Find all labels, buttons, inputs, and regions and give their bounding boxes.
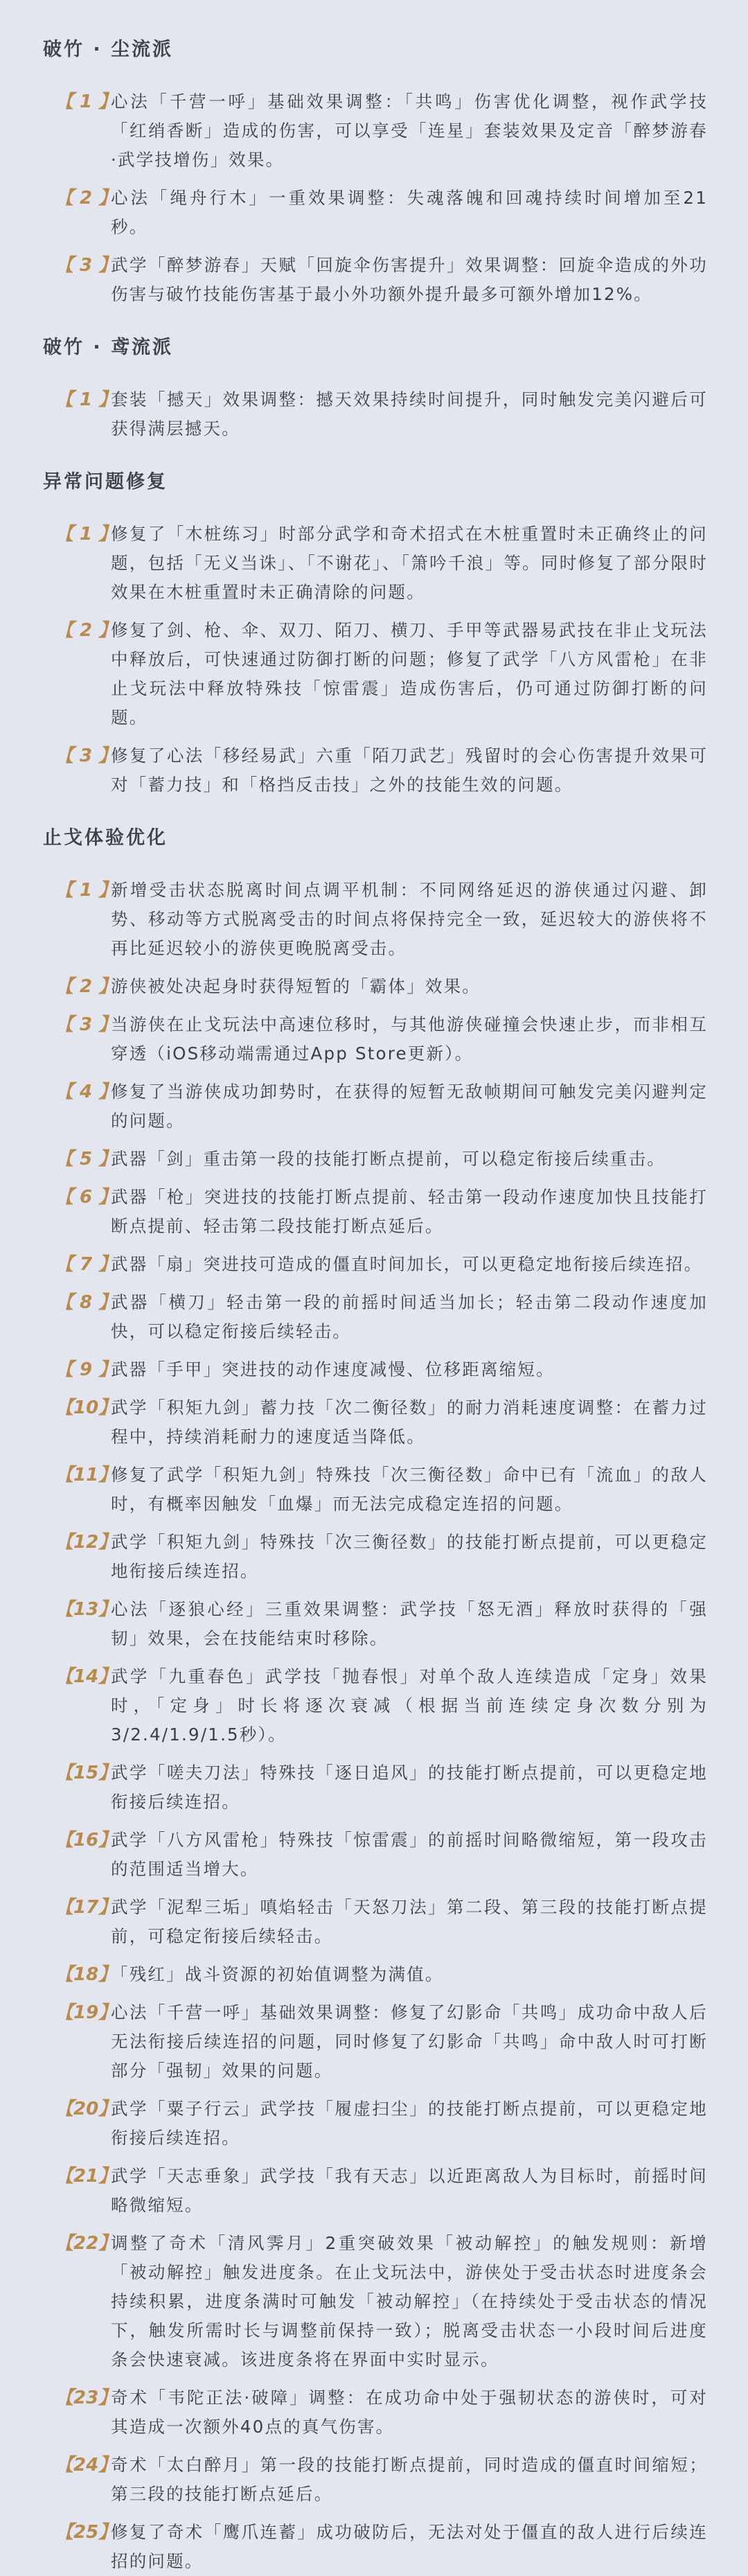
list-item (55, 2229, 708, 2374)
item-text: 心法「千营一呼」基础效果调整：「共鸣」伤害优化调整，视作武学技「红绡香断」造成的伤害，可以享受「连星」套装效果及定音「醉梦游春·武学技增伤」效果。 (111, 91, 708, 170)
list-item (55, 385, 708, 443)
item-text: 修复了武学「积矩九剑」特殊技「次三衡径数」命中已有「流血」的敌人时，有概率因触发「血爆」而无法完成稳定连招的问题。 (111, 1465, 708, 1514)
item-number: 【19】 (55, 2002, 117, 2023)
section (43, 468, 708, 800)
item-text: 修复了心法「移经易武」六重「陌刀武艺」残留时的会心伤害提升效果可对「蓄力技」和「格挡反击技」之外的技能生效的问题。 (111, 746, 708, 795)
list-item (55, 741, 708, 800)
item-text: 武器「扇」突进技可造成的僵直时间加长，可以更稳定地衔接后续连招。 (111, 1254, 703, 1274)
item-list (55, 876, 708, 2576)
item-text: 调整了奇术「清风霁月」2重突破效果「被动解控」的触发规则：新增「被动解控」触发进度条。在止戈玩法中，游侠处于受击状态时进度条会持续积累，进度条满时可触发「被动解控」（在持续处于受击状态的情况下，触发所需时长与调整前保持一致）；脱离受击状态一小段时间后进度条会快速衰减。该进度条将在界面中实时显示。 (111, 2233, 708, 2370)
list-item (55, 1662, 708, 1749)
list-item (55, 2383, 708, 2442)
item-number: 【 3 】 (55, 1014, 117, 1035)
list-item (55, 1826, 708, 1884)
item-number: 【 1 】 (55, 880, 117, 901)
item-number: 【10】 (55, 1397, 117, 1418)
list-item (55, 1960, 708, 1989)
item-text: 心法「逐狼心经」三重效果调整：武学技「怒无酒」释放时获得的「强韧」效果，会在技能结束时移除。 (111, 1599, 708, 1648)
list-item (55, 184, 708, 242)
item-text: 「残红」战斗资源的初始值调整为满值。 (111, 1964, 444, 1984)
list-item (55, 2162, 708, 2220)
item-text: 修复了「木桩练习」时部分武学和奇术招式在木桩重置时未正确终止的问题，包括「无义当诛」、「不谢花」、「箫吟千浪」等。同时修复了部分限时效果在木桩重置时未正确清除的问题。 (111, 524, 708, 602)
item-text: 武学「天志垂象」武学技「我有天志」以近距离敌人为目标时，前摇时间略微缩短。 (111, 2166, 708, 2215)
item-number: 【15】 (55, 1763, 117, 1783)
item-text: 武学「泥犁三垢」嗔焰轻击「天怒刀法」第二段、第三段的技能打断点提前，可稳定衔接后续轻击。 (111, 1897, 708, 1946)
list-item (55, 1393, 708, 1452)
item-list (55, 385, 708, 443)
item-number: 【21】 (55, 2166, 117, 2187)
list-item (55, 1355, 708, 1384)
item-text: 心法「千营一呼」基础效果调整：修复了幻影命「共鸣」成功命中敌人后无法衔接后续连招的问题，同时修复了幻影命「共鸣」命中敌人时可打断部分「强韧」效果的问题。 (111, 2002, 708, 2081)
item-text: 武器「手甲」突进技的动作速度减慢、位移距离缩短。 (111, 1359, 555, 1379)
item-text: 武器「剑」重击第一段的技能打断点提前，可以稳定衔接后续重击。 (111, 1149, 666, 1169)
item-text: 武学「积矩九剑」蓄力技「次二衡径数」的耐力消耗速度调整：在蓄力过程中，持续消耗耐力的速度适当降低。 (111, 1397, 708, 1447)
list-item (55, 1758, 708, 1817)
item-number: 【 4 】 (55, 1082, 117, 1102)
item-text: 武学「醉梦游春」天赋「回旋伞伤害提升」效果调整：回旋伞造成的外功伤害与破竹技能伤害基于最小外功额外提升最多可额外增加12%。 (111, 255, 708, 304)
list-item (55, 1145, 708, 1174)
list-item (55, 972, 708, 1001)
list-item (55, 1288, 708, 1346)
list-item (55, 1595, 708, 1653)
section-title: 异常问题修复 (43, 471, 168, 493)
item-list (55, 87, 708, 309)
list-item (55, 251, 708, 309)
item-number: 【 1 】 (55, 91, 117, 112)
item-number: 【13】 (55, 1599, 117, 1620)
item-number: 【 9 】 (55, 1359, 117, 1380)
item-text: 武学「粟子行云」武学技「履虚扫尘」的技能打断点提前，可以更稳定地衔接后续连招。 (111, 2099, 708, 2148)
item-text: 心法「绳舟行木」一重效果调整：失魂落魄和回魂持续时间增加至21秒。 (111, 188, 708, 237)
list-item (55, 2451, 708, 2509)
item-number: 【14】 (55, 1666, 117, 1687)
item-number: 【 6 】 (55, 1187, 117, 1208)
section (43, 36, 708, 309)
item-text: 武学「积矩九剑」特殊技「次三衡径数」的技能打断点提前，可以更稳定地衔接后续连招。 (111, 1532, 708, 1581)
list-item (55, 876, 708, 963)
item-number: 【18】 (55, 1964, 117, 1985)
item-number: 【23】 (55, 2388, 117, 2408)
item-text: 武学「嗟夫刀法」特殊技「逐日追风」的技能打断点提前，可以更稳定地衔接后续连招。 (111, 1763, 708, 1812)
item-number: 【12】 (55, 1532, 117, 1553)
list-item (55, 2518, 708, 2576)
item-text: 套装「撼天」效果调整：撼天效果持续时间提升，同时触发完美闪避后可获得满层撼天。 (111, 389, 708, 439)
item-text: 武学「九重春色」武学技「抛春恨」对单个敌人连续造成「定身」效果时，「定身」时长将逐次衰减（根据当前连续定身次数分别为3/2.4/1.9/1.5秒）。 (111, 1666, 708, 1745)
item-number: 【 3 】 (55, 255, 117, 276)
list-item (55, 1183, 708, 1241)
item-number: 【 1 】 (55, 524, 117, 545)
item-number: 【 3 】 (55, 746, 117, 766)
item-number: 【 1 】 (55, 389, 117, 410)
item-number: 【 2 】 (55, 976, 117, 997)
item-text: 奇术「韦陀正法·破障」调整：在成功命中处于强韧状态的游侠时，可对其造成一次额外40点的真气伤害。 (111, 2388, 708, 2437)
list-item (55, 1461, 708, 1519)
section-title: 破竹 · 鸢流派 (43, 337, 174, 358)
item-text: 修复了奇术「鹰爪连蓄」成功破防后，无法对处于僵直的敌人进行后续连招的问题。 (111, 2522, 708, 2571)
list-item (55, 1998, 708, 2085)
item-number: 【24】 (55, 2455, 117, 2476)
list-item (55, 1893, 708, 1951)
item-text: 修复了当游侠成功卸势时，在获得的短暂无敌帧期间可触发完美闪避判定的问题。 (111, 1082, 708, 1131)
item-text: 武器「横刀」轻击第一段的前摇时间适当加长；轻击第二段动作速度加快，可以稳定衔接后续轻击。 (111, 1292, 708, 1341)
item-number: 【 2 】 (55, 620, 117, 641)
item-number: 【17】 (55, 1897, 117, 1918)
item-number: 【20】 (55, 2099, 117, 2119)
list-item (55, 1250, 708, 1279)
item-number: 【25】 (55, 2522, 117, 2543)
item-text: 奇术「太白醉月」第一段的技能打断点提前，同时造成的僵直时间缩短；第三段的技能打断点延后。 (111, 2455, 708, 2504)
section-title: 破竹 · 尘流派 (43, 39, 174, 60)
list-item (55, 2094, 708, 2153)
item-number: 【 2 】 (55, 188, 117, 209)
item-text: 当游侠在止戈玩法中高速位移时，与其他游侠碰撞会快速止步，而非相互穿透（iOS移动端需通过App Store更新）。 (111, 1014, 708, 1064)
item-text: 游侠被处决起身时获得短暂的「霸体」效果。 (111, 976, 481, 996)
item-number: 【 8 】 (55, 1292, 117, 1313)
list-item (55, 1077, 708, 1136)
list-item (55, 87, 708, 175)
list-item (55, 1010, 708, 1068)
list-item (55, 1528, 708, 1586)
section-title: 止戈体验优化 (43, 827, 168, 849)
list-item (55, 520, 708, 607)
item-text: 武器「枪」突进技的技能打断点提前、轻击第一段动作速度加快且技能打断点提前、轻击第二段技能打断点延后。 (111, 1187, 708, 1236)
item-number: 【11】 (55, 1465, 117, 1485)
item-number: 【16】 (55, 1830, 117, 1851)
item-text: 武学「八方风雷枪」特殊技「惊雷震」的前摇时间略微缩短，第一段攻击的范围适当增大。 (111, 1830, 708, 1879)
item-number: 【 7 】 (55, 1254, 117, 1275)
section (43, 824, 708, 2576)
item-text: 修复了剑、枪、伞、双刀、陌刀、横刀、手甲等武器易武技在非止戈玩法中释放后，可快速通过防御打断的问题；修复了武学「八方风雷枪」在非止戈玩法中释放特殊技「惊雷震」造成伤害后，仍可通过防御打断的问题。 (111, 620, 708, 727)
item-list (55, 520, 708, 800)
list-item (55, 616, 708, 732)
section (43, 334, 708, 443)
item-number: 【22】 (55, 2233, 117, 2254)
item-number: 【 5 】 (55, 1149, 117, 1170)
item-text: 新增受击状态脱离时间点调平机制：不同网络延迟的游侠通过闪避、卸势、移动等方式脱离受击的时间点将保持完全一致，延迟较大的游侠将不再比延迟较小的游侠更晚脱离受击。 (111, 880, 708, 958)
